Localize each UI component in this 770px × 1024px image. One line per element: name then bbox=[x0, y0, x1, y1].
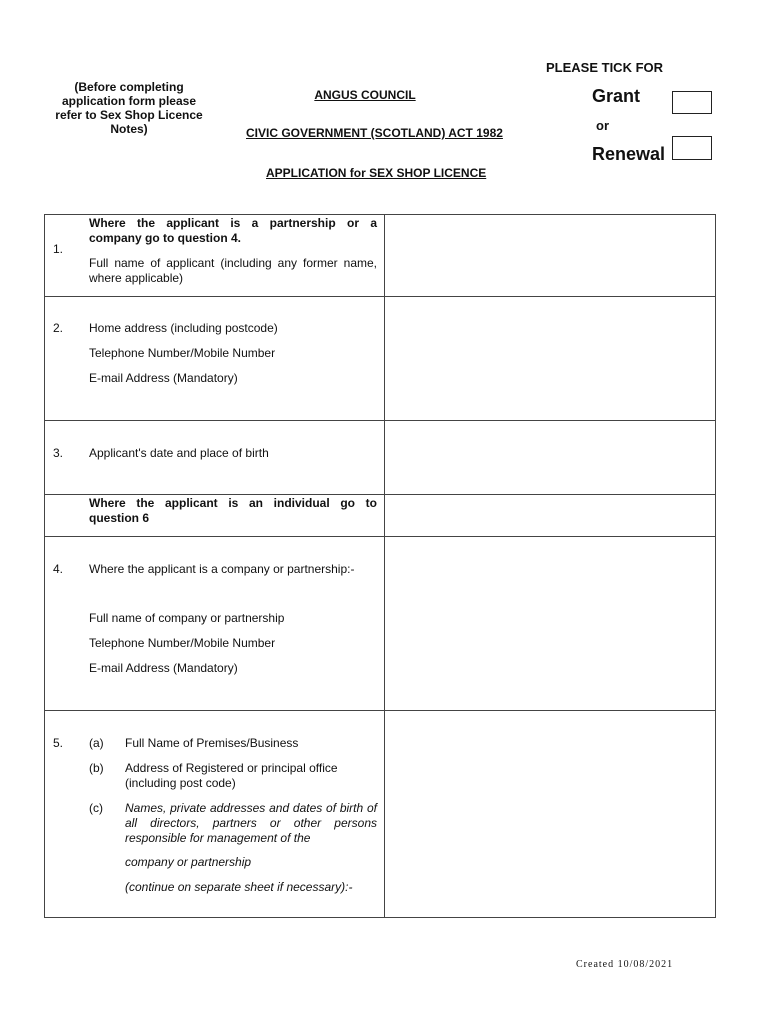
question-5b-text: Address of Registered or principal office (including post code) bbox=[125, 761, 338, 790]
council-name: ANGUS COUNCIL bbox=[314, 88, 416, 102]
row-divider bbox=[44, 710, 716, 711]
question-4-answer-field[interactable] bbox=[386, 538, 714, 709]
question-5a-text: Full Name of Premises/Business bbox=[125, 736, 299, 750]
row-divider bbox=[44, 536, 716, 537]
act-title: CIVIC GOVERNMENT (SCOTLAND) ACT 1982 bbox=[246, 126, 503, 140]
question-2-telephone: Telephone Number/Mobile Number bbox=[89, 346, 276, 360]
go-to-question-6-instruction: Where the applicant is an individual go to question 6 bbox=[89, 496, 377, 525]
question-5c-note: (continue on separate sheet if necessary):- bbox=[125, 880, 353, 894]
question-3-number: 3. bbox=[53, 446, 64, 460]
question-4-telephone: Telephone Number/Mobile Number bbox=[89, 636, 276, 650]
question-5a-label: (a) bbox=[89, 736, 104, 750]
notes-instruction: (Before completing application form please refer to Sex Shop Licence Notes) bbox=[55, 80, 203, 136]
question-2-home-address: Home address (including postcode) bbox=[89, 321, 278, 335]
row-divider bbox=[44, 494, 716, 495]
grant-checkbox[interactable] bbox=[672, 91, 712, 114]
question-4-email: E-mail Address (Mandatory) bbox=[89, 661, 238, 675]
column-divider bbox=[384, 214, 385, 918]
renewal-checkbox[interactable] bbox=[672, 136, 712, 160]
page-title: APPLICATION for SEX SHOP LICENCE bbox=[266, 166, 487, 180]
row-divider bbox=[44, 420, 716, 421]
question-2-answer-field[interactable] bbox=[386, 298, 714, 419]
question-2-email: E-mail Address (Mandatory) bbox=[89, 371, 238, 385]
grant-label: Grant bbox=[592, 86, 641, 106]
row-divider bbox=[44, 296, 716, 297]
question-4-text: Where the applicant is a company or partnership:- bbox=[89, 562, 355, 576]
question-4-company-name: Full name of company or partnership bbox=[89, 611, 285, 625]
or-label: or bbox=[596, 118, 609, 133]
please-tick-for-label: PLEASE TICK FOR bbox=[546, 60, 664, 75]
question-1-number: 1. bbox=[53, 242, 64, 256]
question-1-instruction: Where the applicant is a partnership or a company go to question 4. bbox=[89, 216, 377, 245]
question-5b-label: (b) bbox=[89, 761, 104, 775]
question-1-answer-field[interactable] bbox=[386, 216, 714, 295]
question-1-text: Full name of applicant (including any former name, where applicable) bbox=[89, 256, 377, 285]
question-5c-text: Names, private addresses and dates of birth of all directors, partners or other persons responsible for management of the bbox=[125, 801, 377, 845]
question-2-number: 2. bbox=[53, 321, 64, 335]
question-3-answer-field[interactable] bbox=[386, 422, 714, 493]
question-5-answer-field[interactable] bbox=[386, 712, 714, 917]
created-date: Created 10/08/2021 bbox=[576, 959, 674, 970]
renewal-label: Renewal bbox=[592, 144, 666, 164]
question-4-number: 4. bbox=[53, 562, 64, 576]
question-5c-label: (c) bbox=[89, 801, 103, 815]
question-5c-continuation: company or partnership bbox=[125, 855, 252, 869]
question-3-text: Applicant's date and place of birth bbox=[89, 446, 269, 460]
question-5-number: 5. bbox=[53, 736, 64, 750]
